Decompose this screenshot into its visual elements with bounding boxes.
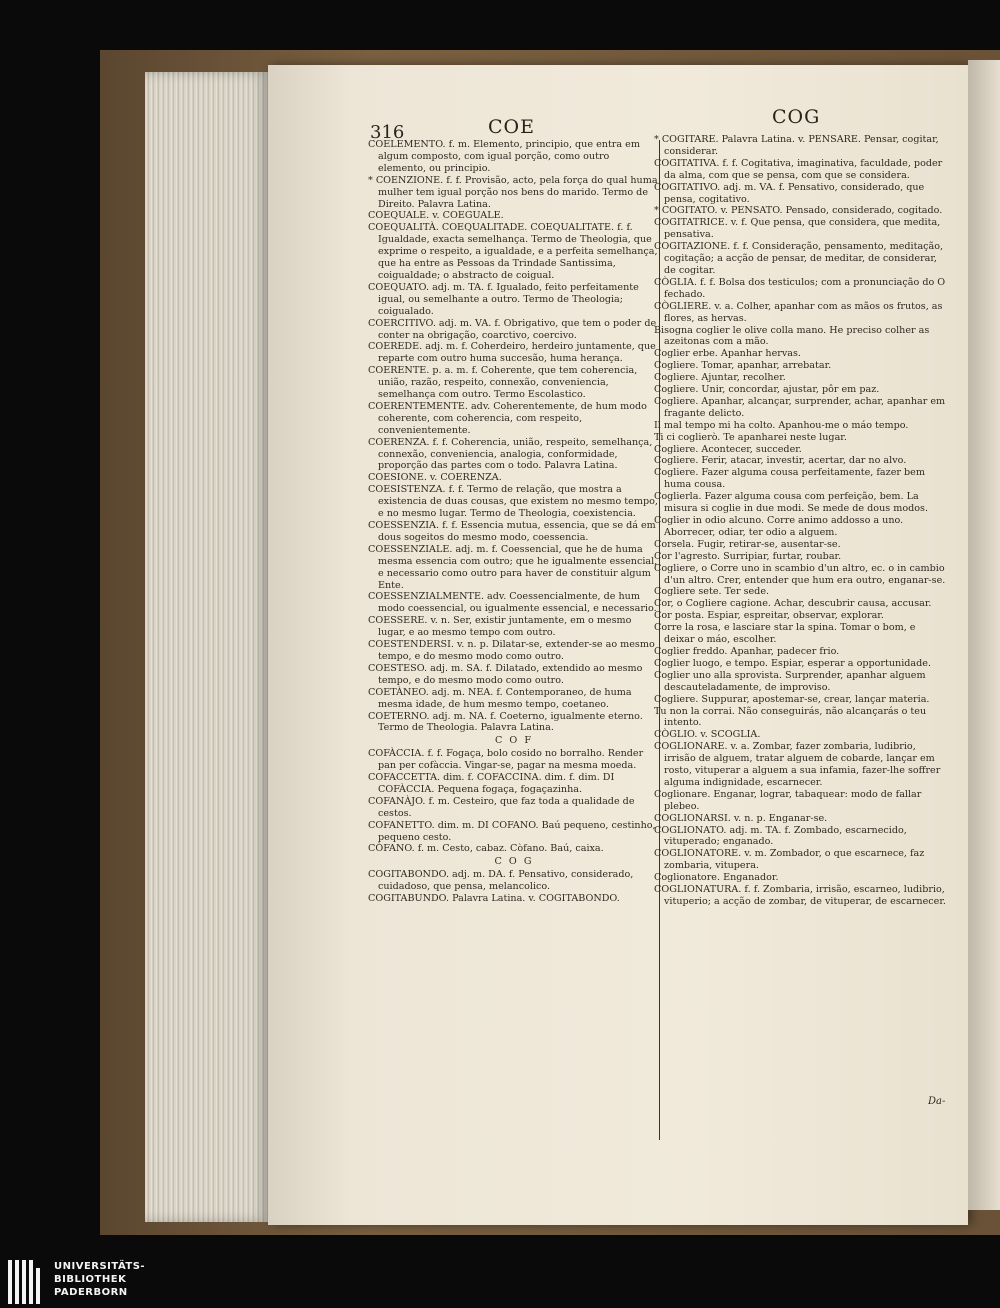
entry: Cogliere. Tomar, apanhar, arrebatar. <box>654 360 832 372</box>
entry: Cogliere. Ajuntar, recolher. <box>654 372 786 384</box>
entry: COESSERE. v. n. Ser, existir juntamente, em o mesmo lugar, e ao mesmo tempo com outro. <box>368 615 632 639</box>
entry: COERENZA. f. f. Coherencia, união, respeito, semelhança, connexão, conveniencia, analogia, conformidade, proporção das partes com o todo. Palavra Latina. <box>368 436 653 472</box>
entry: Cor posta. Espiar, espreitar, observar, explorar. <box>654 610 884 622</box>
entry: COETERNO. adj. m. NA. f. Coeterno, igualmente eterno. Termo de Theologia. Palavra Latina. <box>368 710 643 734</box>
entry: COESIONE. v. COERENZA. <box>368 472 502 484</box>
entry: COGLIONATO. adj. m. TA. f. Zombado, escarnecido, vituperado; enganado. <box>654 824 907 848</box>
entry: COESTENDERSI. v. n. p. Dilatar-se, extender-se ao mesmo tempo, e do mesmo modo como outro. <box>368 639 655 662</box>
entry: Cogliere. Ferir, atacar, investir, acertar, dar no alvo. <box>654 455 907 467</box>
entry: Tu non la corrai. Não conseguirás, não alcançarás o teu intento. <box>654 705 927 729</box>
entry: CÒGLIO. v. SCOGLIA. <box>654 729 761 741</box>
entry: COFANÀJO. f. m. Cesteiro, que faz toda a qualidade de cestos. <box>368 795 635 819</box>
entry: COETÀNEO. adj. m. NEA. f. Contemporaneo, de huma mesma idade, de hum mesmo tempo, coetaneo. <box>368 686 632 710</box>
entry: Cogliere. Acontecer, succeder. <box>654 443 802 455</box>
entry: CÒFANO. f. m. Cesto, cabaz. Còfano. Baú, caixa. <box>368 843 604 855</box>
entry: Coglier luogo, e tempo. Espiar, esperar a opportunidade. <box>654 657 931 669</box>
entry: COGITABUNDO. Palavra Latina. v. COGITABONDO. <box>368 893 620 905</box>
page-edges <box>145 72 270 1222</box>
entry: COEREDE. adj. m. f. Coherdeiro, herdeiro juntamente, que reparte com outro huma succesão, huma herança. <box>368 341 656 365</box>
entry: COERENTEMENTE. adv. Coherentemente, de hum modo coherente, com coherencia, com respeito, convenientemente. <box>368 400 647 436</box>
entry: COGLIONARE. v. a. Zombar, fazer zombaria, ludibrio, irrisão de alguem, tratar alguem de cobarde, lançar em rosto, vituperar a alguem a sua infamia, fazer-lhe soffrer alguma indignidade, escarnecer. <box>654 741 941 788</box>
running-head-left: COE <box>488 116 535 138</box>
page-number: 316 <box>370 122 405 143</box>
entry: COESISTENZA. f. f. Termo de relação, que mostra a existencia de duas cousas, que existem no mesmo tempo, e no mesmo lugar. Termo de Theologia, coexistencia. <box>368 484 658 520</box>
entry: Cogliere sete. Ter sede. <box>654 586 770 598</box>
entry: Coglier erbe. Apanhar hervas. <box>654 348 801 360</box>
right-column <box>654 134 948 908</box>
entry: COFACCETTA. dim. f. COFACCINA. dim. f. dim. DI COFÀCCIA. Pequena fogaça, fogaçazinha. <box>368 772 615 795</box>
entry: Bisogna coglier le olive colla mano. He preciso colher as azeitonas com a mão. <box>654 324 930 348</box>
logo-line: UNIVERSITÄTS- <box>54 1261 146 1272</box>
library-logo <box>8 1258 168 1308</box>
entry: Coglionare. Enganar, lograr, tabaquear: modo de fallar plebeo. <box>654 788 922 812</box>
entry: Il mal tempo mi ha colto. Apanhou-me o máo tempo. <box>654 419 909 431</box>
entry: Coglier uno alla sprovista. Surprender, apanhar alguem descauteladamente, de improviso. <box>654 669 926 693</box>
entry: CÒGLIERE. v. a. Colher, apanhar com as mãos os frutos, as flores, as hervas. <box>654 300 943 324</box>
entry: COELEMENTO. f. m. Elemento, principio, que entra em algum composto, com igual porção, como outro elemento, ou principio. <box>368 139 640 174</box>
entry: COGITATRICE. v. f. Que pensa, que considera, que medita, pensativa. <box>654 217 941 241</box>
entry: Cogliere. Unir, concordar, ajustar, pôr em paz. <box>654 384 880 396</box>
entry: Cogliere, o Corre uno in scambio d'un altro, ec. o in cambio d'un altro. Crer, entender que hum era outro, enganar-se. <box>654 562 946 586</box>
entry: Cor, o Cogliere cagione. Achar, descubrir causa, accusar. <box>654 598 932 610</box>
catchword: Da- <box>928 1096 946 1107</box>
library-logo-text <box>54 1260 145 1299</box>
entry: COESSENZIALMENTE. adv. Coessencialmente, de hum modo coessencial, ou igualmente essencial, e necessario. <box>368 591 657 615</box>
entry: CÒGLIA. f. f. Bolsa dos testiculos; com a pronunciação do O fechado. <box>654 276 946 300</box>
entry: COGLIONATORE. v. m. Zombador, o que escarnece, faz zombaria, vitupera. <box>654 848 925 872</box>
entry: Coglierla. Fazer alguma cousa com perfeição, bem. La misura si coglie in due modi. Se mede de dous modos. <box>654 491 928 515</box>
section-heading-cof: C O F <box>495 735 533 747</box>
entry: COEQUALE. v. COEGUALE. <box>368 210 504 222</box>
entry: * COENZIONE. f. f. Provisão, acto, pela força do qual huma mulher tem igual porção nos bens do marido. Termo de Direito. Palavra Latina. <box>368 174 658 210</box>
entry: COGITATIVA. f. f. Cogitativa, imaginativa, faculdade, poder da alma, com que se pensa, com que se considera. <box>654 157 943 181</box>
entry: Ti ci coglierò. Te apanharei neste lugar. <box>654 431 847 443</box>
entry: Corsela. Fugir, retirar-se, ausentar-se. <box>654 538 841 550</box>
entry: COGITABONDO. adj. m. DA. f. Pensativo, considerado, cuidadoso, que pensa, melancolico. <box>368 869 634 893</box>
entry: Cogliere. Apanhar, alcançar, surprender, achar, apanhar em fragante delicto. <box>654 395 946 419</box>
entry: COGLIONATURA. f. f. Zombaria, irrisão, escarneo, ludibrio, vituperio; a acção de zombar, de vituperar, de escarnecer. <box>654 884 946 907</box>
entry: Coglier in odio alcuno. Corre animo addosso a uno. Aborrecer, odiar, ter odio a alguem. <box>654 515 904 538</box>
entry: COESSENZIALE. adj. m. f. Coessencial, que he de huma mesma essencia com outro; que he igualmente essencial, e necessario como outro para haver de constituir algum Ente. <box>368 543 658 591</box>
entry: COFÀCCIA. f. f. Fogaça, bolo cosido no borralho. Render pan per cofàccia. Vingar-se, pagar na mesma moeda. <box>368 748 644 772</box>
section-heading-cog: C O G <box>494 856 534 868</box>
entry: COEQUATO. adj. m. TA. f. Igualado, feito perfeitamente igual, ou semelhante a outro. Termo de Theologia; coigualado. <box>368 281 639 317</box>
entry: COEQUALITÀ. COEQUALITADE. COEQUALITATE. f. f. Igualdade, exacta semelhança. Termo de Theologia, que exprime o respeito, a igualdade, e a perfeita semelhança, que ha entre as Pessoas da Trindade Santissima, coigualdade; o abstracto de coigual. <box>368 222 658 281</box>
facing-page-edge <box>968 60 1000 1210</box>
entry: COGLIONARSI. v. n. p. Enganar-se. <box>654 812 828 824</box>
entry: * COGITARE. Palavra Latina. v. PENSARE. Pensar, cogitar, considerar. <box>654 134 939 157</box>
entry: Corre la rosa, e lasciare star la spina. Tomar o bom, e deixar o máo, escolher. <box>654 622 916 646</box>
entry: Cor l'agresto. Surripiar, furtar, roubar. <box>654 550 842 562</box>
entry: COERCITIVO. adj. m. VA. f. Obrigativo, que tem o poder de conter na obrigação, coarctivo, coercivo. <box>368 317 657 341</box>
entry: Cogliere. Fazer alguma cousa perfeitamente, fazer bem huma cousa. <box>654 467 925 491</box>
running-head-right: COG <box>772 106 821 128</box>
entry: Coglionatore. Enganador. <box>654 872 779 884</box>
entry: COESTESO. adj. m. SA. f. Dilatado, extendido ao mesmo tempo, e do mesmo modo como outro. <box>368 662 643 686</box>
entry: Coglier freddo. Apanhar, padecer frio. <box>654 645 840 657</box>
entry: * COGITATO. v. PENSATO. Pensado, considerado, cogitado. <box>654 205 943 217</box>
entry: COGITAZIONE. f. f. Consideração, pensamento, meditação, cogitação; a acção de pensar, de meditar, de considerar, de cogitar. <box>654 241 944 276</box>
entry: COESSENZIA. f. f. Essencia mutua, essencia, que se dá em dous sogeitos do mesmo modo, coessencia. <box>368 520 656 543</box>
entry: Cogliere. Suppurar, apostemar-se, crear, lançar materia. <box>654 693 930 705</box>
left-column <box>368 139 660 905</box>
library-logo-icon <box>8 1260 50 1304</box>
entry: COERENTE. p. a. m. f. Coherente, que tem coherencia, união, razão, respeito, connexão, conveniencia, semelhança com outro. Termo Escolastico. <box>368 365 638 401</box>
logo-line: BIBLIOTHEK <box>54 1274 127 1285</box>
logo-line: PADERBORN <box>54 1287 128 1298</box>
entry: COGITATIVO. adj. m. VA. f. Pensativo, considerado, que pensa, cogitativo. <box>654 181 925 205</box>
entry: COFANETTO. dim. m. DI COFANO. Baú pequeno, cestinho, pequeno cesto. <box>368 819 656 843</box>
